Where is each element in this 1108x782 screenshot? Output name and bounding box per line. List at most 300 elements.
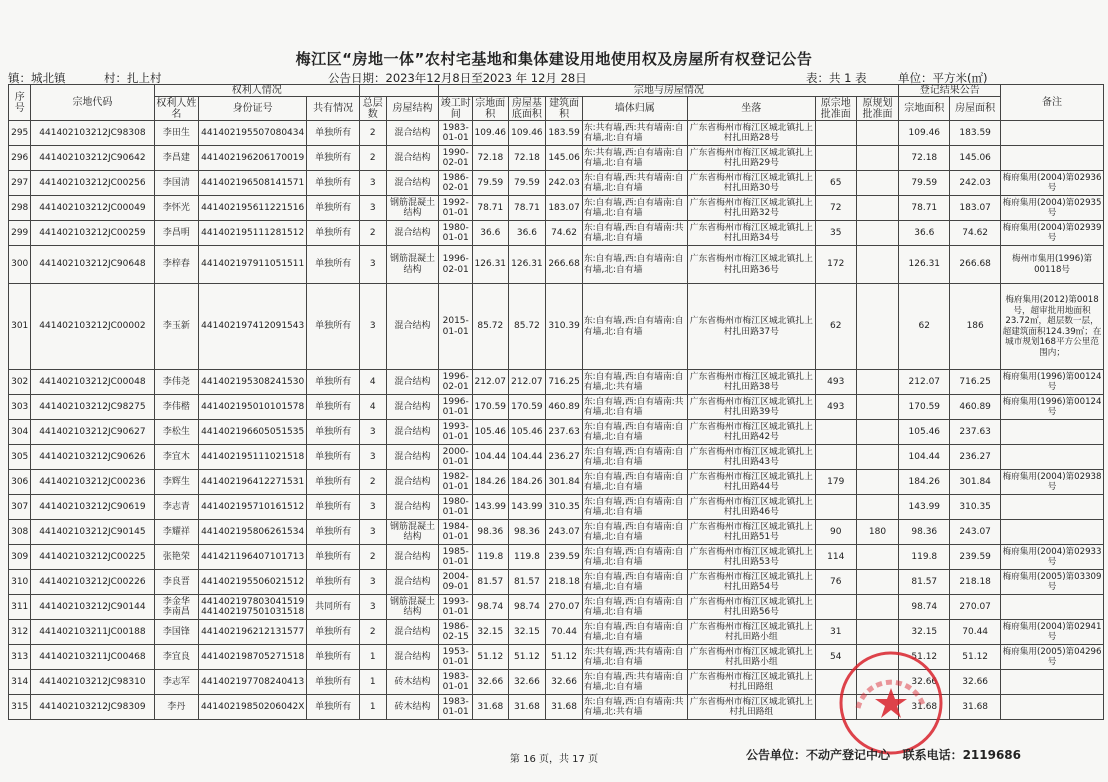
cell-base: 98.74 <box>508 595 546 620</box>
cell-id: 441402198705271518 <box>199 645 307 670</box>
cell-orig: 493 <box>815 395 856 420</box>
cell-loc: 广东省梅州市梅江区城北镇扎上村扎田路30号 <box>687 171 815 196</box>
cell-walls: 东:自有墙,西:自有墙南:自有墙,北:自有墙 <box>582 445 687 470</box>
cell-built: 1980-01-01 <box>439 221 473 246</box>
cell-code: 441402103212JC00256 <box>31 171 154 196</box>
cell-structure: 混合结构 <box>386 420 439 445</box>
cell-walls: 东:自有墙,西:共有墙南:自有墙,北:自有墙 <box>582 670 687 695</box>
cell-structure: 混合结构 <box>386 370 439 395</box>
cell-walls: 东:自有墙,西:自有墙南:自有墙,北:自有墙 <box>582 246 687 284</box>
cell-code: 441402103212JC00236 <box>31 470 154 495</box>
table-row <box>9 196 1104 221</box>
cell-loc: 广东省梅州市梅江区城北镇扎上村扎田路42号 <box>687 420 815 445</box>
cell-structure: 钢筋混凝土结构 <box>386 246 439 284</box>
cell-note <box>1001 420 1104 445</box>
cell-orig: 62 <box>815 284 856 370</box>
cell-build: 301.84 <box>546 470 583 495</box>
cell-rland: 62 <box>899 284 950 370</box>
cell-structure: 混合结构 <box>386 570 439 595</box>
cell-floors: 2 <box>360 545 386 570</box>
cell-structure: 混合结构 <box>386 645 439 670</box>
cell-plan <box>856 196 899 221</box>
cell-loc: 广东省梅州市梅江区城北镇扎上村扎田路56号 <box>687 595 815 620</box>
cell-rhouse: 70.44 <box>950 620 1001 645</box>
header-result-group: 登记结果公告 <box>899 85 1001 97</box>
cell-seq: 303 <box>9 395 31 420</box>
cell-code: 441402103212JC00049 <box>31 196 154 221</box>
cell-built: 1983-01-01 <box>439 670 473 695</box>
cell-rland: 105.46 <box>899 420 950 445</box>
cell-name: 李国清 <box>154 171 199 196</box>
cell-land: 79.59 <box>473 171 509 196</box>
cell-id: 441402196508141571 <box>199 171 307 196</box>
cell-seq: 307 <box>9 495 31 520</box>
cell-land: 32.66 <box>473 670 509 695</box>
cell-code: 441402103212JC98309 <box>31 695 154 720</box>
cell-seq: 295 <box>9 121 31 146</box>
cell-land: 31.68 <box>473 695 509 720</box>
cell-land: 212.07 <box>473 370 509 395</box>
cell-plan <box>856 495 899 520</box>
cell-orig: 90 <box>815 520 856 545</box>
cell-code: 441402103212JC00226 <box>31 570 154 595</box>
cell-rland: 98.36 <box>899 520 950 545</box>
cell-id: 441402195611221516 <box>199 196 307 221</box>
cell-rhouse: 51.12 <box>950 645 1001 670</box>
header-code: 宗地代码 <box>31 85 154 121</box>
cell-walls: 东:共有墙,西:共有墙南:自有墙,北:自有墙 <box>582 645 687 670</box>
cell-rland: 104.44 <box>899 445 950 470</box>
cell-land: 85.72 <box>473 284 509 370</box>
header-owner-group: 权利人情况 <box>154 85 360 97</box>
cell-loc: 广东省梅州市梅江区城北镇扎上村扎田路43号 <box>687 445 815 470</box>
cell-name: 李玉新 <box>154 284 199 370</box>
cell-floors: 1 <box>360 670 386 695</box>
cell-floors: 1 <box>360 695 386 720</box>
cell-seq: 304 <box>9 420 31 445</box>
cell-base: 72.18 <box>508 146 546 171</box>
cell-walls: 东:自有墙,西:自有墙南:自有墙,北:自有墙 <box>582 595 687 620</box>
cell-note: 梅府集用(2004)第02939号 <box>1001 221 1104 246</box>
cell-rhouse: 270.07 <box>950 595 1001 620</box>
cell-seq: 298 <box>9 196 31 221</box>
cell-name: 李国锋 <box>154 620 199 645</box>
table-row <box>9 246 1104 284</box>
cell-orig: 76 <box>815 570 856 595</box>
cell-seq: 302 <box>9 370 31 395</box>
cell-land: 32.15 <box>473 620 509 645</box>
cell-build: 32.66 <box>546 670 583 695</box>
header-spacer <box>360 85 439 97</box>
cell-plan <box>856 146 899 171</box>
cell-share: 单独所有 <box>307 284 360 370</box>
cell-loc: 广东省梅州市梅江区城北镇扎上村扎田路28号 <box>687 121 815 146</box>
cell-walls: 东:自有墙,西:自有墙南:自有墙,北:自有墙 <box>582 570 687 595</box>
cell-plan <box>856 395 899 420</box>
cell-id: 441402196206170019 <box>199 146 307 171</box>
cell-note <box>1001 445 1104 470</box>
cell-seq: 306 <box>9 470 31 495</box>
cell-name: 李松生 <box>154 420 199 445</box>
cell-build: 460.89 <box>546 395 583 420</box>
cell-built: 1983-01-01 <box>439 695 473 720</box>
cell-note <box>1001 495 1104 520</box>
cell-rland: 170.59 <box>899 395 950 420</box>
cell-build: 239.59 <box>546 545 583 570</box>
cell-share: 共同所有 <box>307 595 360 620</box>
cell-orig: 114 <box>815 545 856 570</box>
cell-seq: 310 <box>9 570 31 595</box>
cell-build: 183.07 <box>546 196 583 221</box>
cell-rhouse: 242.03 <box>950 171 1001 196</box>
cell-rhouse: 31.68 <box>950 695 1001 720</box>
header-floors: 总层数 <box>360 97 386 121</box>
cell-base: 85.72 <box>508 284 546 370</box>
cell-structure: 钢筋混凝土结构 <box>386 520 439 545</box>
cell-walls: 东:共有墙,西:自有墙南:自有墙,北:自有墙 <box>582 146 687 171</box>
cell-plan <box>856 620 899 645</box>
cell-code: 441402103212JC98275 <box>31 395 154 420</box>
cell-build: 716.25 <box>546 370 583 395</box>
cell-base: 105.46 <box>508 420 546 445</box>
cell-plan <box>856 470 899 495</box>
cell-built: 1992-01-01 <box>439 196 473 221</box>
unit-label: 单位：平方米(㎡) <box>898 71 988 85</box>
cell-name: 李良晋 <box>154 570 199 595</box>
cell-note: 梅府集用(2004)第02941号 <box>1001 620 1104 645</box>
cell-code: 441402103212JC00225 <box>31 545 154 570</box>
cell-plan <box>856 370 899 395</box>
cell-built: 1986-02-15 <box>439 620 473 645</box>
table-row <box>9 495 1104 520</box>
cell-rland: 32.66 <box>899 670 950 695</box>
cell-walls: 东:自有墙,西:自有墙南:共有墙,北:自有墙 <box>582 221 687 246</box>
header-reg-house: 房屋面积 <box>950 97 1001 121</box>
cell-id: 441402195710161512 <box>199 495 307 520</box>
cell-base: 78.71 <box>508 196 546 221</box>
cell-seq: 311 <box>9 595 31 620</box>
cell-note <box>1001 146 1104 171</box>
cell-plan <box>856 570 899 595</box>
table-row <box>9 445 1104 470</box>
cell-rhouse: 236.27 <box>950 445 1001 470</box>
cell-loc: 广东省梅州市梅江区城北镇扎上村扎田路53号 <box>687 545 815 570</box>
table-body <box>9 121 1104 720</box>
cell-base: 98.36 <box>508 520 546 545</box>
cell-seq: 301 <box>9 284 31 370</box>
cell-share: 单独所有 <box>307 246 360 284</box>
cell-rhouse: 183.59 <box>950 121 1001 146</box>
header-plan-area: 原规划批准面 <box>856 97 899 121</box>
cell-floors: 3 <box>360 595 386 620</box>
cell-rland: 119.8 <box>899 545 950 570</box>
cell-rland: 81.57 <box>899 570 950 595</box>
cell-name: 李伟楷 <box>154 395 199 420</box>
cell-structure: 混合结构 <box>386 495 439 520</box>
cell-share: 单独所有 <box>307 395 360 420</box>
header-note: 备注 <box>1001 85 1104 121</box>
cell-note: 梅府集用(2005)第03309号 <box>1001 570 1104 595</box>
cell-build: 243.07 <box>546 520 583 545</box>
cell-loc: 广东省梅州市梅江区城北镇扎上村扎田路37号 <box>687 284 815 370</box>
cell-base: 104.44 <box>508 445 546 470</box>
cell-code: 441402103212JC00048 <box>31 370 154 395</box>
cell-loc: 广东省梅州市梅江区城北镇扎上村扎田路39号 <box>687 395 815 420</box>
cell-base: 143.99 <box>508 495 546 520</box>
cell-id: 441402195111281512 <box>199 221 307 246</box>
cell-walls: 东:自有墙,西:自有墙南:自有墙,北:自有墙 <box>582 520 687 545</box>
cell-rland: 126.31 <box>899 246 950 284</box>
cell-floors: 2 <box>360 221 386 246</box>
cell-rland: 212.07 <box>899 370 950 395</box>
cell-seq: 297 <box>9 171 31 196</box>
cell-rhouse: 239.59 <box>950 545 1001 570</box>
cell-seq: 315 <box>9 695 31 720</box>
cell-loc: 广东省梅州市梅江区城北镇扎上村扎田路38号 <box>687 370 815 395</box>
cell-plan <box>856 445 899 470</box>
cell-floors: 2 <box>360 146 386 171</box>
cell-note: 梅州市集用(1996)第00118号 <box>1001 246 1104 284</box>
header-seq: 序号 <box>9 85 31 121</box>
village-label: 村：扎上村 <box>104 71 162 85</box>
cell-rland: 36.6 <box>899 221 950 246</box>
table-row <box>9 121 1104 146</box>
header-land-area: 宗地面积 <box>473 97 509 121</box>
cell-name: 李田生 <box>154 121 199 146</box>
cell-id: 441402195506021512 <box>199 570 307 595</box>
cell-orig: 72 <box>815 196 856 221</box>
cell-walls: 东:自有墙,西:共有墙南:自有墙,北:自有墙 <box>582 171 687 196</box>
cell-floors: 3 <box>360 420 386 445</box>
cell-rland: 72.18 <box>899 146 950 171</box>
cell-note <box>1001 520 1104 545</box>
cell-loc: 广东省梅州市梅江区城北镇扎上村扎田路44号 <box>687 470 815 495</box>
header-land-group: 宗地与房屋情况 <box>439 85 899 97</box>
cell-loc: 广东省梅州市梅江区城北镇扎上村扎田路29号 <box>687 146 815 171</box>
table-row <box>9 545 1104 570</box>
cell-name: 李金华 李南昌 <box>154 595 199 620</box>
cell-land: 105.46 <box>473 420 509 445</box>
cell-orig: 172 <box>815 246 856 284</box>
cell-share: 单独所有 <box>307 670 360 695</box>
cell-land: 170.59 <box>473 395 509 420</box>
table-row <box>9 670 1104 695</box>
cell-rland: 143.99 <box>899 495 950 520</box>
cell-structure: 砖木结构 <box>386 695 439 720</box>
cell-name: 李昌建 <box>154 146 199 171</box>
page-title: 梅江区“房地一体”农村宅基地和集体建设用地使用权及房屋所有权登记公告 <box>295 50 813 68</box>
cell-rhouse: 145.06 <box>950 146 1001 171</box>
cell-id: 441402195806261534 <box>199 520 307 545</box>
announce-date: 公告日期：2023年12月8日至2023 年 12月 28日 <box>328 71 587 85</box>
cell-seq: 305 <box>9 445 31 470</box>
cell-note: 梅府集用(2005)第04296号 <box>1001 645 1104 670</box>
cell-base: 31.68 <box>508 695 546 720</box>
cell-build: 145.06 <box>546 146 583 171</box>
cell-build: 218.18 <box>546 570 583 595</box>
cell-orig <box>815 695 856 720</box>
cell-share: 单独所有 <box>307 570 360 595</box>
cell-base: 109.46 <box>508 121 546 146</box>
cell-plan: 180 <box>856 520 899 545</box>
cell-land: 126.31 <box>473 246 509 284</box>
table-row <box>9 520 1104 545</box>
cell-structure: 钢筋混凝土结构 <box>386 595 439 620</box>
cell-build: 236.27 <box>546 445 583 470</box>
cell-share: 单独所有 <box>307 445 360 470</box>
cell-id: 441402197911051511 <box>199 246 307 284</box>
cell-orig <box>815 595 856 620</box>
cell-base: 36.6 <box>508 221 546 246</box>
cell-note: 梅府集用(2004)第02936号 <box>1001 171 1104 196</box>
cell-share: 单独所有 <box>307 370 360 395</box>
registration-table <box>8 84 1104 720</box>
page-number: 第 16 页，共 17 页 <box>509 754 599 765</box>
cell-built: 1985-01-01 <box>439 545 473 570</box>
cell-code: 441402103212JC98308 <box>31 121 154 146</box>
cell-land: 119.8 <box>473 545 509 570</box>
cell-walls: 东:自有墙,西:自有墙南:自有墙,北:自有墙 <box>582 284 687 370</box>
cell-walls: 东:自有墙,西:自有墙南:自有墙,北:共有墙 <box>582 370 687 395</box>
cell-seq: 312 <box>9 620 31 645</box>
cell-land: 98.36 <box>473 520 509 545</box>
cell-rland: 51.12 <box>899 645 950 670</box>
cell-land: 184.26 <box>473 470 509 495</box>
cell-id: 441402195010101578 <box>199 395 307 420</box>
cell-build: 310.35 <box>546 495 583 520</box>
announce-unit: 公告单位：不动产登记中心 <box>746 748 891 762</box>
cell-orig: 31 <box>815 620 856 645</box>
cell-structure: 混合结构 <box>386 395 439 420</box>
cell-built: 1993-01-01 <box>439 420 473 445</box>
cell-built: 1990-02-01 <box>439 146 473 171</box>
cell-name: 李辉生 <box>154 470 199 495</box>
cell-code: 441402103212JC90648 <box>31 246 154 284</box>
cell-loc: 广东省梅州市梅江区城北镇扎上村扎田路54号 <box>687 570 815 595</box>
cell-structure: 混合结构 <box>386 470 439 495</box>
header-build-area: 建筑面积 <box>546 97 583 121</box>
cell-structure: 混合结构 <box>386 445 439 470</box>
cell-built: 1993-01-01 <box>439 595 473 620</box>
cell-name: 李丹 <box>154 695 199 720</box>
cell-built: 2004-09-01 <box>439 570 473 595</box>
cell-name: 李耀祥 <box>154 520 199 545</box>
cell-structure: 混合结构 <box>386 121 439 146</box>
cell-orig <box>815 495 856 520</box>
cell-floors: 2 <box>360 620 386 645</box>
cell-build: 242.03 <box>546 171 583 196</box>
cell-seq: 296 <box>9 146 31 171</box>
cell-id: 441402197708240413 <box>199 670 307 695</box>
cell-floors: 3 <box>360 495 386 520</box>
cell-code: 441402103212JC90627 <box>31 420 154 445</box>
cell-rland: 78.71 <box>899 196 950 221</box>
cell-built: 1980-01-01 <box>439 495 473 520</box>
cell-code: 441402103212JC90145 <box>31 520 154 545</box>
cell-land: 143.99 <box>473 495 509 520</box>
cell-orig <box>815 445 856 470</box>
cell-rhouse: 218.18 <box>950 570 1001 595</box>
cell-floors: 3 <box>360 246 386 284</box>
cell-seq: 314 <box>9 670 31 695</box>
cell-walls: 东:自有墙,西:自有墙南:自有墙,北:自有墙 <box>582 470 687 495</box>
cell-plan <box>856 284 899 370</box>
header-walls: 墙体归属 <box>582 97 687 121</box>
contact-phone: 联系电话：2119686 <box>902 748 1022 762</box>
cell-id: 441421196407101713 <box>199 545 307 570</box>
cell-rhouse: 716.25 <box>950 370 1001 395</box>
cell-build: 237.63 <box>546 420 583 445</box>
cell-orig: 493 <box>815 370 856 395</box>
footer-contact <box>746 746 1021 763</box>
cell-land: 36.6 <box>473 221 509 246</box>
cell-name: 李怀光 <box>154 196 199 221</box>
cell-orig: 65 <box>815 171 856 196</box>
cell-build: 310.39 <box>546 284 583 370</box>
cell-note <box>1001 695 1104 720</box>
cell-land: 109.46 <box>473 121 509 146</box>
cell-walls: 东:自有墙,西:自有墙南:自有墙,北:自有墙 <box>582 495 687 520</box>
cell-rhouse: 460.89 <box>950 395 1001 420</box>
cell-id: 441402197412091543 <box>199 284 307 370</box>
cell-code: 441402103212JC90619 <box>31 495 154 520</box>
cell-note: 梅府集用(2012)第0018号，超审批用地面积23.72㎡，超层数一层，超建筑面积124.39㎡；在城市规划168平方公里范围内； <box>1001 284 1104 370</box>
cell-rhouse: 237.63 <box>950 420 1001 445</box>
cell-note <box>1001 121 1104 146</box>
cell-land: 78.71 <box>473 196 509 221</box>
cell-code: 441402103212JC00002 <box>31 284 154 370</box>
cell-plan <box>856 645 899 670</box>
cell-loc: 广东省梅州市梅江区城北镇扎上村扎田路36号 <box>687 246 815 284</box>
cell-code: 441402103212JC90144 <box>31 595 154 620</box>
cell-rhouse: 74.62 <box>950 221 1001 246</box>
cell-seq: 300 <box>9 246 31 284</box>
cell-base: 184.26 <box>508 470 546 495</box>
cell-share: 单独所有 <box>307 221 360 246</box>
cell-floors: 1 <box>360 645 386 670</box>
cell-seq: 299 <box>9 221 31 246</box>
cell-id: 44140219850206042X <box>199 695 307 720</box>
cell-plan <box>856 171 899 196</box>
table-row <box>9 171 1104 196</box>
cell-name: 李志青 <box>154 495 199 520</box>
cell-loc: 广东省梅州市梅江区城北镇扎上村扎田路组 <box>687 670 815 695</box>
cell-name: 李宜木 <box>154 445 199 470</box>
cell-orig <box>815 670 856 695</box>
cell-base: 32.66 <box>508 670 546 695</box>
cell-built: 1996-02-01 <box>439 246 473 284</box>
cell-orig: 54 <box>815 645 856 670</box>
cell-land: 104.44 <box>473 445 509 470</box>
cell-loc: 广东省梅州市梅江区城北镇扎上村扎田路小组 <box>687 645 815 670</box>
cell-note: 梅府集用(2004)第02938号 <box>1001 470 1104 495</box>
cell-code: 441402103212JC90642 <box>31 146 154 171</box>
cell-loc: 广东省梅州市梅江区城北镇扎上村扎田路组 <box>687 695 815 720</box>
cell-note: 梅府集用(1996)第00124号 <box>1001 370 1104 395</box>
cell-rland: 31.68 <box>899 695 950 720</box>
cell-built: 1996-02-01 <box>439 370 473 395</box>
cell-built: 1996-01-01 <box>439 395 473 420</box>
cell-build: 266.68 <box>546 246 583 284</box>
header-base-area: 房屋基底面积 <box>508 97 546 121</box>
cell-share: 单独所有 <box>307 196 360 221</box>
cell-share: 单独所有 <box>307 520 360 545</box>
cell-floors: 3 <box>360 520 386 545</box>
cell-name: 李昌明 <box>154 221 199 246</box>
cell-rhouse: 243.07 <box>950 520 1001 545</box>
cell-name: 李梓春 <box>154 246 199 284</box>
cell-build: 70.44 <box>546 620 583 645</box>
